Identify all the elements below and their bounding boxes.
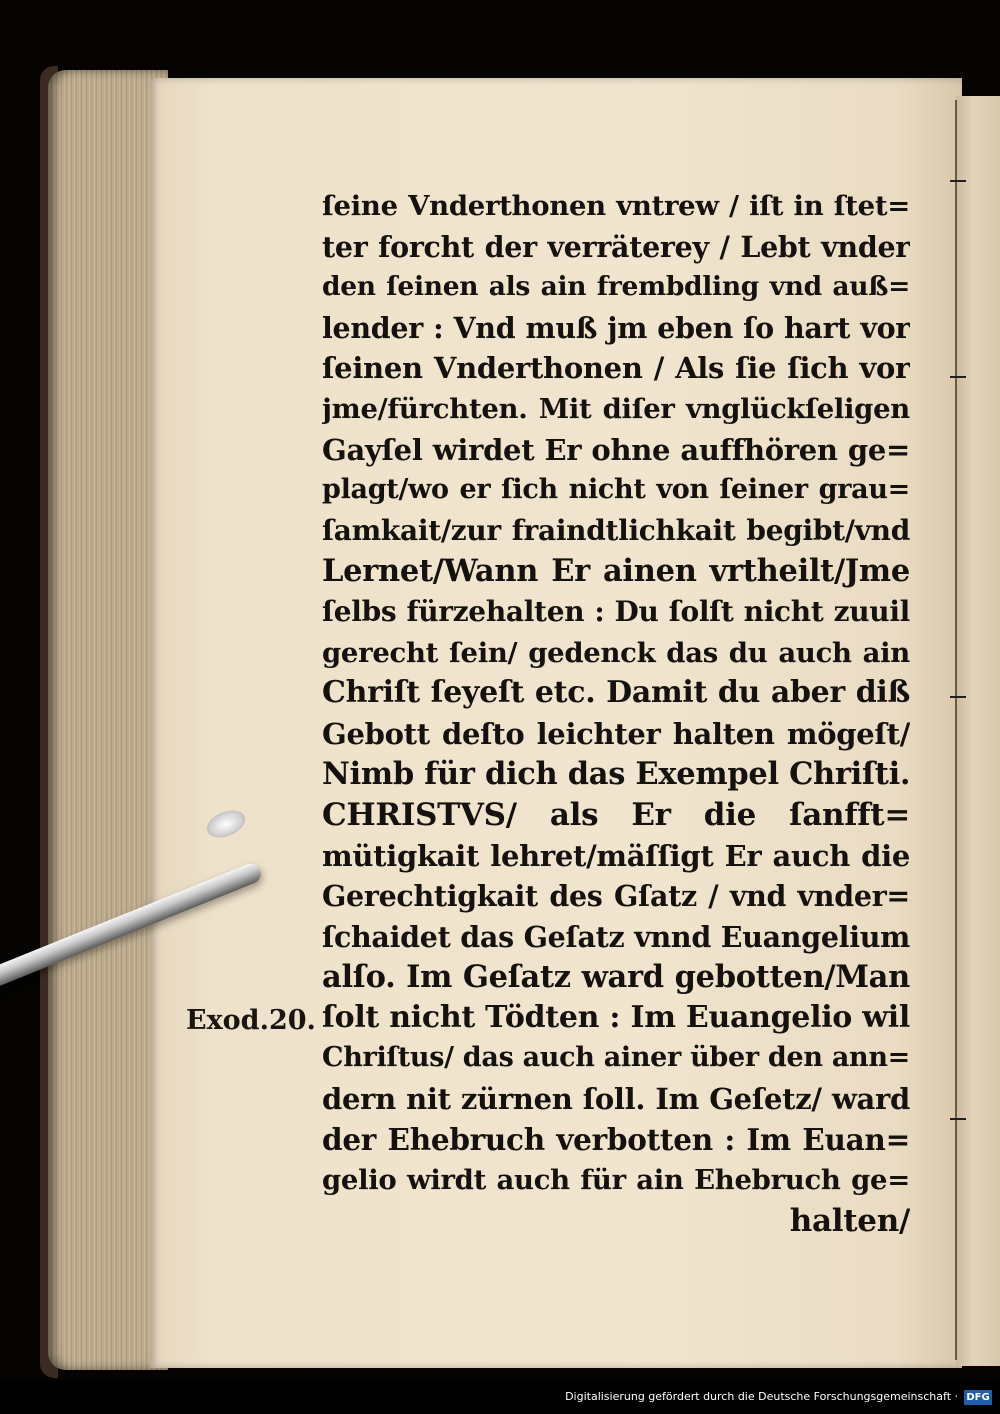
gutter-binding <box>955 100 957 1360</box>
text-line: jme/fürchten. Mit diſer vnglückſeligen <box>322 392 910 425</box>
text-line: ſchaidet das Geſatz vnnd Euangelium <box>322 919 910 954</box>
text-line: CHRISTVS/ als Er die ſanfft= <box>322 796 910 833</box>
text-line: Gayſel wirdet Er ohne auffhören ge= <box>322 432 910 467</box>
text-line: plagt/wo er ſich nicht von ſeiner grau= <box>322 474 910 506</box>
text-line: ſolt nicht Tödten : Im Euangelio wil <box>322 999 910 1035</box>
text-line: Gerechtigkait des Gſatz / vnd vnder= <box>322 879 910 914</box>
binding-stitch <box>950 180 966 182</box>
text-line: Nimb für dich das Exempel Chriſti. <box>322 756 910 793</box>
text-line: alſo. Im Geſatz ward gebotten/Man <box>322 959 910 996</box>
text-line: Lernet/Wann Er ainen vrtheilt/Jme <box>322 553 910 590</box>
text-line: ter forcht der verräterey / Lebt vnder <box>322 229 910 264</box>
text-line: mütigkait lehret/mäſſigt Er auch die <box>322 838 910 873</box>
binding-stitch <box>950 696 966 698</box>
text-line: halten/ <box>789 1202 910 1239</box>
text-line: dern nit zürnen ſoll. Im Geſetz/ ward <box>322 1082 910 1117</box>
digitization-credit: Digitalisierung gefördert durch die Deutsche Forschungsgemeinschaft · <box>565 1390 958 1403</box>
text-line: den ſeinen als ain frembdling vnd auß= <box>322 271 910 303</box>
text-line: der Ehebruch verbotten : Im Euan= <box>322 1121 910 1157</box>
text-line: Chriſtus/ das auch ainer über den ann= <box>322 1042 910 1074</box>
text-line: Gebott deſto leichter halten mögeſt/ <box>322 716 910 751</box>
binding-stitch <box>950 1118 966 1120</box>
dfg-logo: DFG <box>964 1390 992 1405</box>
text-line: ſeinen Vnderthonen / Als ſie ſich vor <box>322 351 910 386</box>
text-line: ſamkait/zur fraindtlichkait begibt/vnd <box>322 513 910 547</box>
text-line: gerecht ſein/ gedenck das du auch ain <box>322 636 910 669</box>
text-line: Chriſt ſeyeſt etc. Damit du aber diß <box>322 675 910 711</box>
text-line: ſelbs fürzehalten : Du ſolſt nicht zuuil <box>322 594 910 628</box>
text-line: gelio wirdt auch für ain Ehebruch ge= <box>322 1164 910 1197</box>
page-text <box>322 186 910 1241</box>
text-line: lender : Vnd muß jm eben ſo hart vor <box>322 310 910 345</box>
facing-page-edge <box>956 96 1000 1366</box>
text-line: ſeine Vnderthonen vntrew / iſt in ſtet= <box>322 190 910 222</box>
marginal-note: Exod.20. <box>186 1005 316 1036</box>
binding-stitch <box>950 376 966 378</box>
